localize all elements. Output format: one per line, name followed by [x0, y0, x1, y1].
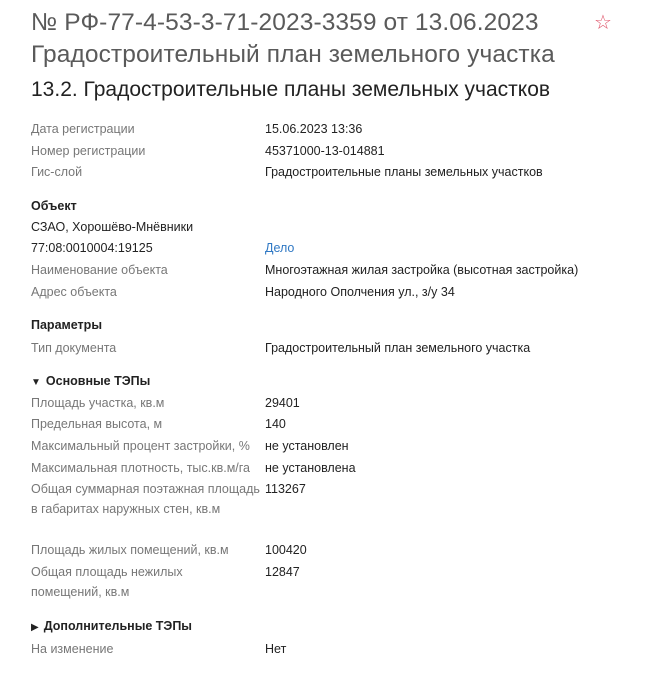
- tep-label: Площадь жилых помещений, кв.м: [31, 543, 229, 557]
- case-link[interactable]: Дело: [265, 241, 295, 255]
- object-address-value: Народного Ополчения ул., з/у 34: [265, 285, 455, 299]
- cadastral-number: 77:08:0010004:19125: [31, 241, 153, 255]
- change-label: На изменение: [31, 642, 114, 656]
- tep-label: Предельная высота, м: [31, 417, 163, 431]
- tep-label: Максимальный процент застройки, %: [31, 439, 250, 453]
- document-type-value: Градостроительный план земельного участка: [265, 341, 531, 355]
- tep-value: не установлен: [265, 439, 349, 453]
- object-district: СЗАО, Хорошёво-Мнёвники: [31, 220, 194, 234]
- tep-value: 100420: [265, 543, 307, 557]
- tep-label: Общая площадь нежилых помещений, кв.м: [31, 565, 183, 599]
- extra-tep-toggle[interactable]: [31, 619, 192, 633]
- document-type-title: Градостроительный план земельного участка: [31, 41, 555, 68]
- registration-number-value: 45371000-13-014881: [265, 144, 385, 158]
- main-tep-label: Основные ТЭПы: [45, 374, 151, 388]
- registration-number-label: Номер регистрации: [31, 144, 146, 158]
- gis-layer-value: Градостроительные планы земельных участков: [265, 165, 543, 179]
- object-name-label: Наименование объекта: [31, 263, 168, 277]
- caret-right-icon: ▶: [31, 622, 39, 633]
- tep-label: Максимальная плотность, тыс.кв.м/га: [31, 461, 251, 475]
- tep-value: 113267: [265, 482, 306, 496]
- registration-date-value: 15.06.2023 13:36: [265, 122, 363, 136]
- object-name-value: Многоэтажная жилая застройка (высотная застройка): [265, 263, 579, 277]
- document-type-label: Тип документа: [31, 341, 117, 355]
- extra-tep-label: Дополнительные ТЭПы: [43, 619, 192, 633]
- star-icon[interactable]: ☆: [594, 12, 612, 34]
- object-address-label: Адрес объекта: [31, 285, 117, 299]
- document-number-title: № РФ-77-4-53-3-71-2023-3359 от 13.06.2023: [31, 9, 539, 36]
- gis-layer-label: Гис-слой: [31, 165, 83, 179]
- tep-value: не установлена: [265, 461, 356, 475]
- change-value: Нет: [265, 642, 287, 656]
- main-tep-toggle[interactable]: [31, 374, 150, 388]
- tep-label: Общая суммарная поэтажная площадь в габаритах наружных стен, кв.м: [31, 482, 260, 516]
- tep-value: 12847: [265, 565, 300, 579]
- registration-date-label: Дата регистрации: [31, 122, 135, 136]
- object-section-title: Объект: [31, 199, 77, 213]
- layer-subtitle: 13.2. Градостроительные планы земельных участков: [31, 78, 551, 101]
- tep-value: 140: [265, 417, 286, 431]
- caret-down-icon: ▼: [31, 377, 41, 388]
- tep-value: 29401: [265, 396, 300, 410]
- parameters-section-title: Параметры: [31, 318, 102, 332]
- tep-label: Площадь участка, кв.м: [31, 396, 165, 410]
